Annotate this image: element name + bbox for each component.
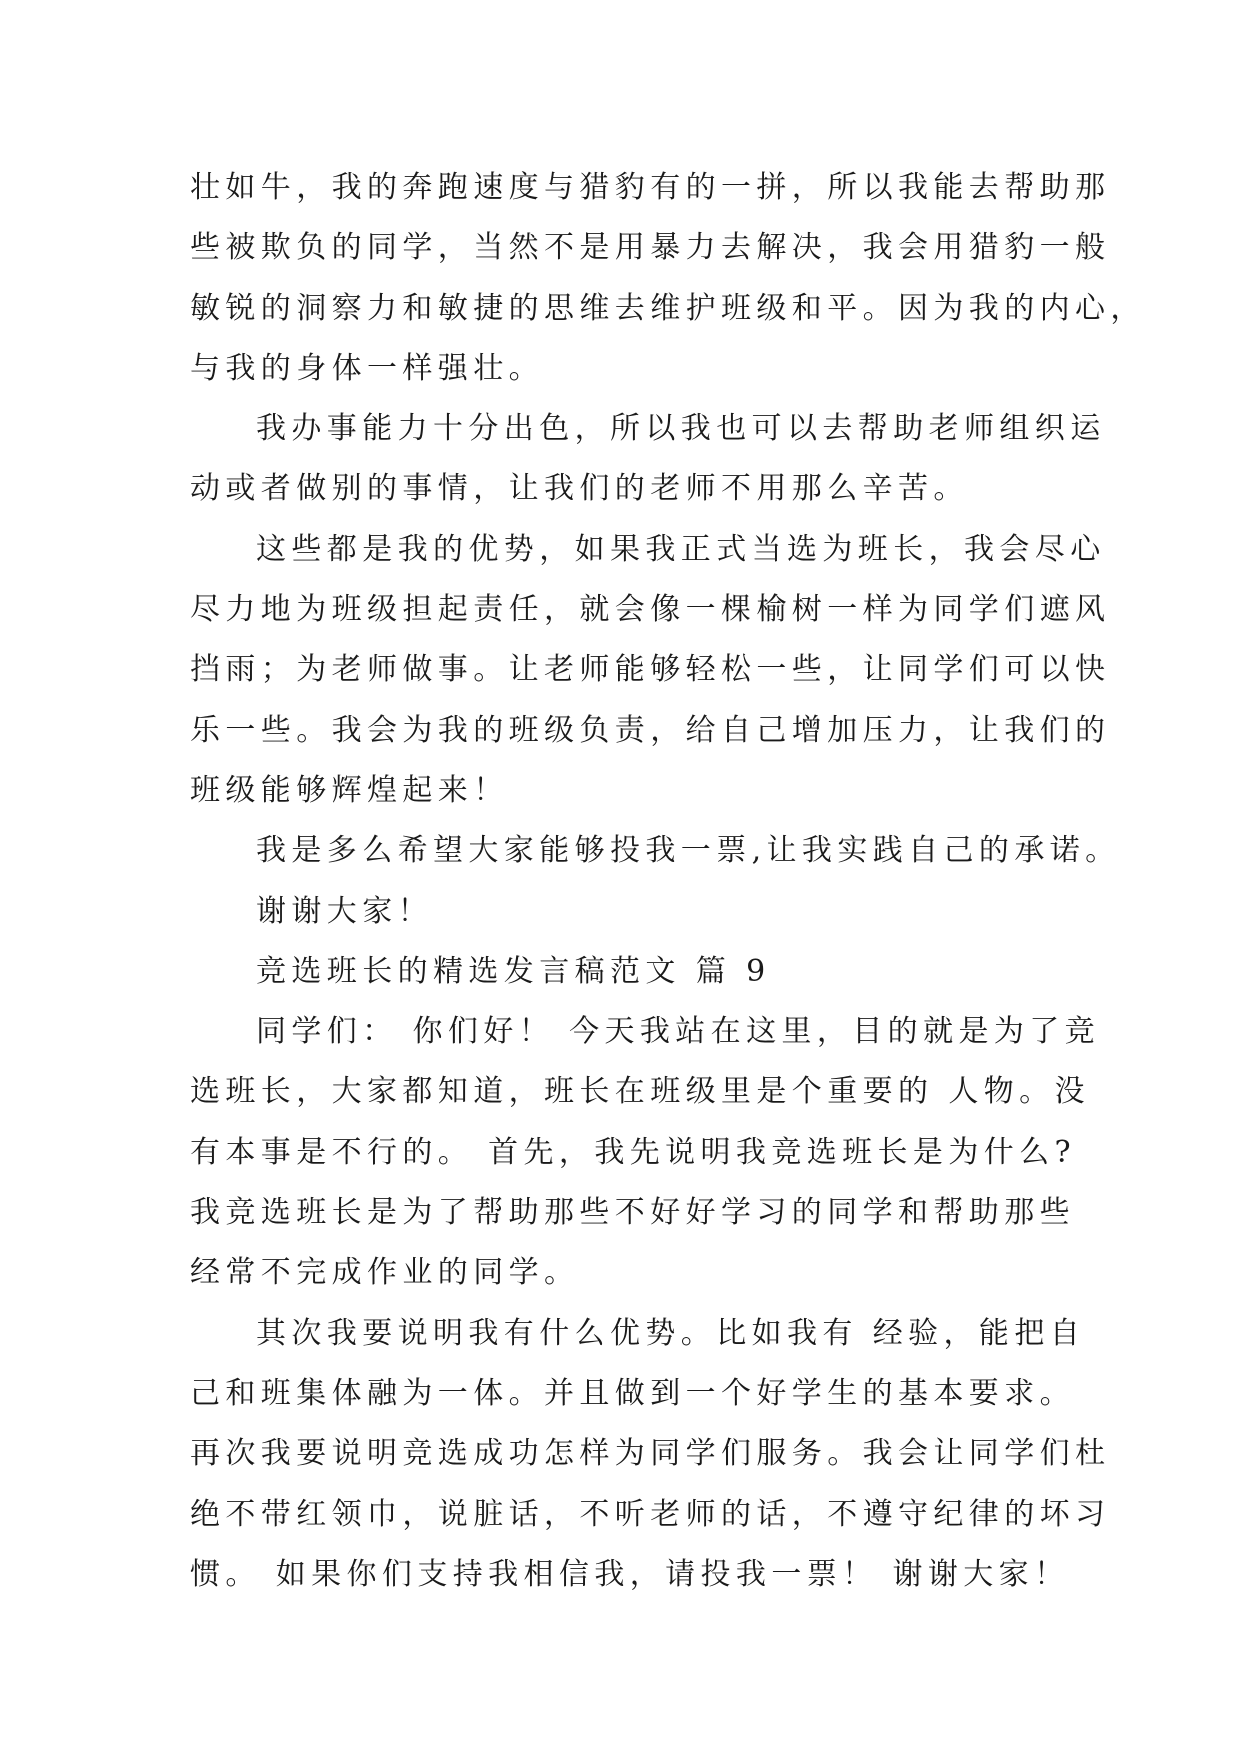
- text-line: 与我的身体一样强壮。: [190, 350, 544, 386]
- text-line: 绝不带红领巾，说脏话，不听老师的话，不遵守纪律的坏习: [190, 1496, 1111, 1532]
- text-line: 我办事能力十分出色，所以我也可以去帮助老师组织运: [256, 411, 1106, 447]
- text-line: 选班长，大家都知道，班长在班级里是个重要的 人物。没: [190, 1074, 1090, 1110]
- text-line: 挡雨；为老师做事。让老师能够轻松一些，让同学们可以快: [190, 652, 1111, 688]
- text-line: 有本事是不行的。 首先，我先说明我竞选班长是为什么?: [190, 1134, 1077, 1170]
- text-line: 我是多么希望大家能够投我一票,让我实践自己的承诺。: [256, 833, 1121, 869]
- text-line: 己和班集体融为一体。并且做到一个好学生的基本要求。: [190, 1375, 1075, 1411]
- body-text: [190, 158, 1146, 1605]
- text-line: 乐一些。我会为我的班级负责，给自己增加压力，让我们的: [190, 712, 1111, 748]
- text-line: 班级能够辉煌起来！: [190, 772, 509, 808]
- text-line: 惯。 如果你们支持我相信我，请投我一票！ 谢谢大家！: [190, 1556, 1070, 1592]
- text-line: 动或者做别的事情，让我们的老师不用那么辛苦。: [190, 471, 969, 507]
- text-line: 敏锐的洞察力和敏捷的思维去维护班级和平。因为我的内心，: [190, 290, 1146, 326]
- text-line: 同学们： 你们好！ 今天我站在这里，目的就是为了竞: [256, 1014, 1101, 1050]
- text-line: 尽力地为班级担起责任，就会像一棵榆树一样为同学们遮风: [190, 592, 1111, 628]
- text-line: 这些都是我的优势，如果我正式当选为班长，我会尽心: [256, 531, 1106, 567]
- text-line: 些被欺负的同学，当然不是用暴力去解决，我会用猎豹一般: [190, 230, 1111, 266]
- text-line: 我竞选班长是为了帮助那些不好好学习的同学和帮助那些: [190, 1195, 1075, 1231]
- text-line: 经常不完成作业的同学。: [190, 1255, 580, 1291]
- text-line: 谢谢大家！: [256, 893, 433, 929]
- text-line: 其次我要说明我有什么优势。比如我有 经验，能把自: [256, 1315, 1086, 1351]
- text-line: 壮如牛，我的奔跑速度与猎豹有的一拼，所以我能去帮助那: [190, 170, 1111, 205]
- text-line: 再次我要说明竞选成功怎样为同学们服务。我会让同学们杜: [190, 1436, 1111, 1472]
- section-heading: 竞选班长的精选发言稿范文 篇 9: [256, 953, 771, 989]
